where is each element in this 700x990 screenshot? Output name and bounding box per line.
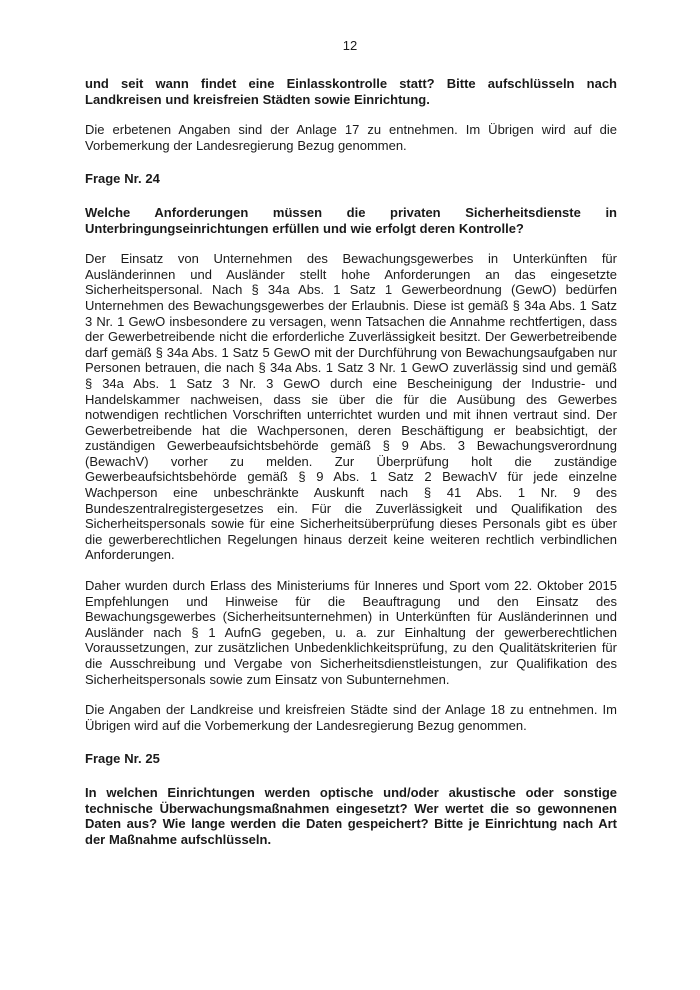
answer-24-paragraph-1: Der Einsatz von Unternehmen des Bewachungsgewerbes in Unterkünften für Ausländerinnen und Ausländer stellt hohe Anforderungen an das eingesetzte Sicherheitspersonal. Nach § 34a Abs. 1 Satz 1 Gewerbeordnung (GewO) bedürfen Unternehmen des Bewachungsgewerbes der Erlaubnis. Diese ist gemäß § 34a Abs. 1 Satz 3 Nr. 1 GewO insbesondere zu versagen, wenn Tatsachen die Annahme rechtfertigen, dass der Gewerbetreibende nicht die erforderliche Zuverlässigkeit besitzt. Der Gewerbetreibende darf gemäß § 34a Abs. 1 Satz 5 GewO mit der Durchführung von Bewachungsaufgaben nur Personen betrauen, die nach § 34a Abs. 1 Satz 3 Nr. 1 GewO zuverlässig sind und gemäß § 34a Abs. 1 Satz 3 Nr. 3 GewO durch eine Bescheinigung der Industrie- und Handelskammer nachweisen, dass sie über die für die Ausübung des Gewerbes notwendigen rechtlichen Vorschriften unterrichtet wurden und mit ihnen vertraut sind. Der Gewerbetreibende hat die Wachpersonen, deren Beschäftigung er beabsichtigt, der zuständigen Gewerbeaufsichtsbehörde gemäß § 9 Abs. 3 Bewachungsverordnung (BewachV) vorher zu melden. Zur Überprüfung holt die zuständige Gewerbeaufsichtsbehörde gemäß § 9 Abs. 1 Satz 2 BewachV für jede einzelne Wachperson eine unbeschränkte Auskunft nach § 41 Abs. 1 Nr. 9 des Bundeszentralregistergesetzes ein. Für die Zuverlässigkeit und Qualifikation des Sicherheitspersonals sowie für eine Sicherheitsüberprüfung dieses Personals gibt es über die gewerberechtlichen Regelungen hinaus derzeit keine weiteren rechtlich verbindlichen Anforderungen. <box>85 251 617 563</box>
page-content <box>85 76 617 862</box>
answer-24-paragraph-3: Die Angaben der Landkreise und kreisfreien Städte sind der Anlage 18 zu entnehmen. Im Übrigen wird auf die Vorbemerkung der Landesregierung Bezug genommen. <box>85 702 617 733</box>
question-23-continuation: und seit wann findet eine Einlasskontrolle statt? Bitte aufschlüsseln nach Landkreisen und kreisfreien Städten sowie Einrichtung. <box>85 76 617 107</box>
heading-frage-24: Frage Nr. 24 <box>85 171 160 187</box>
heading-frage-25: Frage Nr. 25 <box>85 751 160 767</box>
answer-23: Die erbetenen Angaben sind der Anlage 17 zu entnehmen. Im Übrigen wird auf die Vorbemerkung der Landesregierung Bezug genommen. <box>85 122 617 153</box>
question-25: In welchen Einrichtungen werden optische und/oder akustische oder sonstige technische Überwachungsmaßnahmen eingesetzt? Wer wertet die so gewonnenen Daten aus? Wie lange werden die Daten gespeichert? Bitte je Einrichtung nach Art der Maßnahme aufschlüsseln. <box>85 784 617 847</box>
answer-24-paragraph-2: Daher wurden durch Erlass des Ministeriums für Inneres und Sport vom 22. Oktober 2015 Empfehlungen und Hinweise für die Beauftragung und den Einsatz des Bewachungsgewerbes (Sicherheitsunternehmen) in Unterkünften für Ausländerinnen und Ausländer nach § 1 AufnG gegeben, u. a. zur Einhaltung der gewerberechtlichen Voraussetzungen, zur zusätzlichen Unbedenklichkeitsprüfung, zu den Qualitätskriterien für die Ausschreibung und Vergabe von Sicherheitsdienstleistungen, zur Qualifikation des Sicherheitspersonals sowie zum Einsatz von Subunternehmen. <box>85 578 617 687</box>
page-number: 12 <box>342 38 358 53</box>
question-24: Welche Anforderungen müssen die privaten Sicherheitsdienste in Unterbringungseinrichtungen erfüllen und wie erfolgt deren Kontrolle? <box>85 204 617 236</box>
